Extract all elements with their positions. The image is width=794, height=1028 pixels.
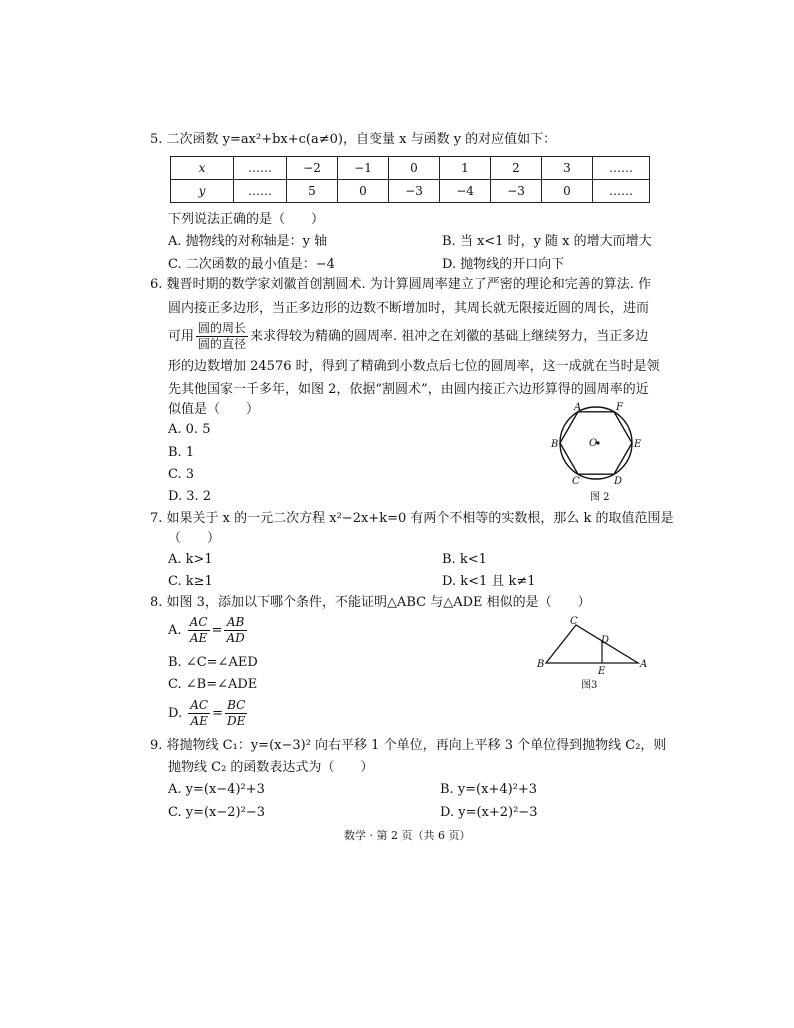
q5-option-b: B. 当 x<1 时，y 随 x 的增大而增大 (442, 234, 652, 249)
fraction-numerator: AC (190, 698, 209, 712)
q9-option-d: D. y=(x+2)²−3 (440, 805, 538, 820)
point-label-b: B (551, 439, 559, 450)
fraction-denominator: DE (227, 714, 246, 728)
point-label-b: B (537, 659, 545, 670)
circumference-over-diameter-fraction (196, 321, 248, 352)
point-label-c: C (570, 616, 578, 627)
q6-line-5: 先其他国家一千多年，如图 2，依据“割圆术”，由圆内接正六边形算得的圆周率的近 (168, 382, 649, 397)
table-cell: …… (593, 157, 650, 180)
q8-option-a (168, 614, 249, 648)
q5-option-c: C. 二次函数的最小值是：−4 (168, 257, 335, 272)
q9-line-1: 9. 将抛物线 C₁：y=(x−3)² 向右平移 1 个单位，再向上平移 3 个单位得到抛物线 C₂，则 (150, 738, 667, 753)
fraction-denominator: AE (189, 631, 208, 645)
fraction-numerator: BC (225, 698, 247, 714)
table-cell: −4 (440, 180, 491, 203)
q5-value-table (170, 156, 650, 203)
q5-stem: 5. 二次函数 y=ax²+bx+c(a≠0)，自变量 x 与函数 y 的对应值如下： (150, 132, 557, 147)
q9-option-b: B. y=(x+4)²+3 (440, 782, 538, 797)
point-label-d: D (601, 635, 610, 646)
table-row (171, 157, 650, 180)
table-cell: …… (234, 157, 287, 180)
point-label-e: E (634, 439, 642, 450)
q6-option-b: B. 1 (168, 445, 195, 460)
figure-3-triangles (534, 615, 650, 677)
table-cell: 0 (389, 157, 440, 180)
fraction-bc-over-de (225, 698, 247, 729)
q7-option-c: C. k≥1 (168, 574, 213, 589)
q6-line-3-suffix: 来求得较为精确的圆周率. 祖冲之在刘徽的基础上继续努力，当正多边 (250, 329, 649, 344)
q6-option-a: A. 0. 5 (168, 422, 211, 437)
point-label-c: C (572, 476, 580, 487)
fraction-denominator: AD (226, 631, 245, 645)
fraction-ab-over-ad (224, 615, 246, 646)
table-cell: 3 (542, 157, 593, 180)
triangle-abc (546, 625, 638, 663)
q6-line-2: 圆内接正多边形，当正多边形的边数不断增加时，其周长就无限接近圆的周长，进而 (168, 301, 650, 316)
q9-option-c: C. y=(x−2)²−3 (168, 805, 265, 820)
q7-option-d: D. k<1 且 k≠1 (442, 574, 536, 589)
table-cell: −3 (389, 180, 440, 203)
fraction-numerator: 圆的周长 (198, 321, 247, 335)
q6-line-3 (168, 320, 648, 354)
table-cell: …… (234, 180, 287, 203)
table-cell: 2 (491, 157, 542, 180)
q7-line-1: 7. 如果关于 x 的一元二次方程 x²−2x+k=0 有两个不相等的实数根，那么 k 的取值范围是 (150, 511, 674, 526)
table-cell: 0 (338, 180, 389, 203)
point-label-d: D (614, 476, 623, 487)
q7-option-a: A. k>1 (168, 552, 213, 567)
q5-option-d: D. 抛物线的开口向下 (442, 257, 565, 272)
q7-option-b: B. k<1 (442, 552, 487, 567)
point-label-a: A (574, 402, 582, 413)
point-label-f: F (616, 402, 623, 413)
table-cell: −2 (287, 157, 338, 180)
q8-option-c: C. ∠B=∠ADE (168, 677, 258, 692)
table-cell: 1 (440, 157, 491, 180)
q6-option-c: C. 3 (168, 467, 195, 482)
q6-line-1: 6. 魏晋时期的数学家刘徽首创割圆术. 为计算圆周率建立了严密的理论和完善的算法. 作 (150, 277, 652, 292)
table-cell: −1 (338, 157, 389, 180)
fraction-denominator: 圆的直径 (198, 337, 247, 351)
q5-prompt: 下列说法正确的是（ ） (168, 212, 325, 227)
table-cell: …… (593, 180, 650, 203)
figure-3-caption: 图3 (581, 680, 598, 691)
fraction-numerator: AC (189, 615, 208, 629)
option-letter: D. (168, 706, 183, 721)
q9-option-a: A. y=(x−4)²+3 (168, 782, 265, 797)
equals-sign: = (212, 706, 223, 721)
fraction-numerator: AB (224, 615, 246, 631)
point-label-o: O (589, 438, 598, 449)
q8-option-b: B. ∠C=∠AED (168, 655, 258, 670)
fraction-ac-over-ae (188, 615, 210, 646)
figure-2-caption: 图 2 (590, 492, 610, 503)
q6-line-3-prefix: 可用 (168, 329, 195, 344)
equals-sign: = (211, 623, 223, 638)
q9-line-2: 抛物线 C₂ 的函数表达式为（ ） (168, 760, 374, 775)
point-label-e: E (598, 666, 606, 677)
table-cell: −3 (491, 180, 542, 203)
table-cell: y (171, 180, 234, 203)
page-footer: 数学 · 第 2 页（共 6 页） (344, 829, 471, 842)
q6-line-6: 似值是（ ） (168, 402, 260, 417)
figure-2-hexagon-in-circle (548, 400, 648, 492)
q8-stem: 8. 如图 3，添加以下哪个条件，不能证明△ABC 与△ADE 相似的是（ ） (150, 595, 591, 610)
table-row (171, 180, 650, 203)
table-cell: x (171, 157, 234, 180)
q6-option-d: D. 3. 2 (168, 489, 212, 504)
q8-option-d (168, 697, 249, 731)
point-label-a: A (640, 659, 648, 670)
fraction-denominator: AE (190, 714, 208, 728)
q7-line-2: （ ） (168, 531, 221, 546)
table-cell: 5 (287, 180, 338, 203)
option-letter: A. (168, 623, 182, 638)
table-cell: 0 (542, 180, 593, 203)
q6-line-4: 形的边数增加 24576 时，得到了精确到小数点后七位的圆周率，这一成就在当时是领 (168, 359, 660, 374)
fraction-ac-over-ae (188, 698, 210, 729)
q5-option-a: A. 抛物线的对称轴是：y 轴 (168, 234, 328, 249)
